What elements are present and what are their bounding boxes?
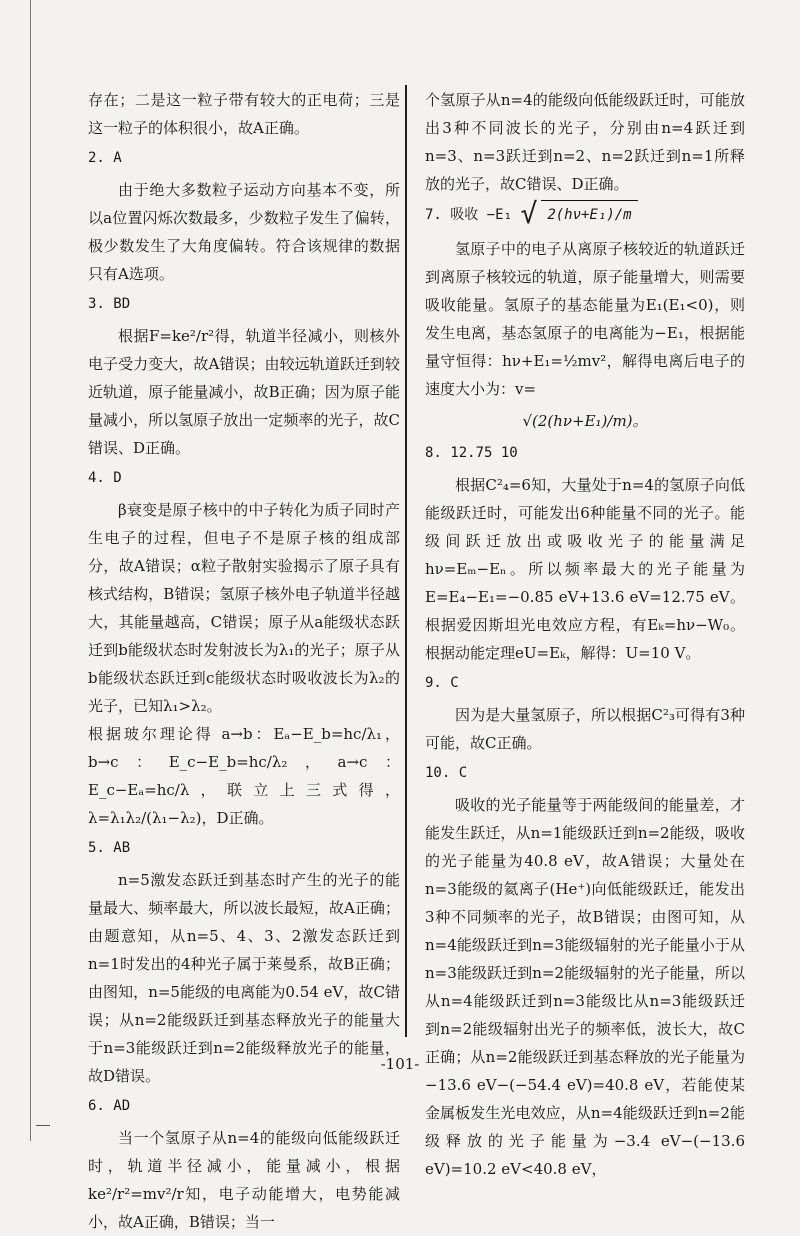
right-column [425,86,745,1183]
answer-4-heading: 4. D [88,470,122,486]
corner-mark [36,1125,50,1126]
answer-7-explanation: 氢原子中的电子从离原子核较近的轨道跃迁到离原子核较远的轨道，原子能量增大，则需要吸收能量。氢原子的基态能量为E₁(E₁<0)，则发生电离，基态氢原子的电离能为−E₁，根据能量守恒得：hν+E₁=½mv²，解得电离后电子的速度大小为：v= [425,240,745,398]
answer-10-heading: 10. C [425,765,468,781]
answer-4-explanation: β衰变是原子核中的中子转化为质子同时产生电子的过程，但电子不是原子核的组成部分，故A错误；α粒子散射实验揭示了原子具有核式结构，B错误；氢原子核外电子轨道半径越大，其能量越高，C错误；原子从a能级状态跃迁到b能级状态时发射波长为λ₁的光子；原子从b能级状态跃迁到c能级状态时吸收波长为λ₂的光子，已知λ₁>λ₂。 [88,501,400,715]
answer-7-sqrt-expression: 2(hν+E₁)/m [541,200,637,229]
page-margin-line [30,0,31,1141]
answer-7-heading [425,197,745,230]
answer-3-heading: 3. BD [88,296,131,312]
answer-6-heading: 6. AD [88,1098,131,1114]
sqrt-icon: √ [520,197,538,230]
answer-6-explanation: 当一个氢原子从n=4的能级向低能级跃迁时，轨道半径减小，能量减小，根据ke²/r²=mv²/r知，电子动能增大，电势能减小，故A正确，B错误；当一 [88,1129,400,1231]
answer-2-heading: 2. A [88,150,122,166]
column-divider [405,85,407,1037]
answer-8-heading: 8. 12.75 10 [425,445,518,461]
answer-7-final-formula: √(2(hν+E₁)/m)。 [522,412,648,430]
answer-7-label: 7. 吸收 −E₁ [425,207,513,223]
page-number: -101- [380,1055,420,1073]
answer-6-continuation: 个氢原子从n=4的能级向低能级跃迁时，可能放出3种不同波长的光子，分别由n=4跃迁到n=3、n=3跃迁到n=2、n=2跃迁到n=1所释放的光子，故C错误、D正确。 [425,91,745,193]
answer-4-derivation: 根据玻尔理论得 a→b：Eₐ−E_b=hc/λ₁，b→c：E_c−E_b=hc/λ₂，a→c：E_c−Eₐ=hc/λ，联立上三式得，λ=λ₁λ₂/(λ₁−λ₂)，D正确。 [88,725,400,827]
answer-3-explanation: 根据F=ke²/r²得，轨道半径减小，则核外电子受力变大，故A错误；由较远轨道跃迁到较近轨道，原子能量减小，故B正确；因为原子能量减小，所以氢原子放出一定频率的光子，故C错误、D正确。 [88,327,400,457]
answer-8-explanation: 根据C²₄=6知，大量处于n=4的氢原子向低能级跃迁时，可能发出6种能量不同的光子。能级间跃迁放出或吸收光子的能量满足hν=Eₘ−Eₙ。所以频率最大的光子能量为E=E₄−E₁=−0.85 eV+13.6 eV=12.75 eV。根据爱因斯坦光电效应方程，有Eₖ=hν−W₀。根据动能定理eU=Eₖ，解得：U=10 V。 [425,476,745,662]
answer-5-heading: 5. AB [88,840,131,856]
answer-2-explanation: 由于绝大多数粒子运动方向基本不变，所以a位置闪烁次数最多，少数粒子发生了偏转，极少数发生了大角度偏转。符合该规律的数据只有A选项。 [88,181,400,283]
intro-paragraph: 存在；二是这一粒子带有较大的正电荷；三是这一粒子的体积很小，故A正确。 [88,91,400,137]
answer-5-explanation: n=5激发态跃迁到基态时产生的光子的能量最大、频率最大，所以波长最短，故A正确；由题意知，从n=5、4、3、2激发态跃迁到n=1时发出的4种光子属于莱曼系，故B正确；由图知，n=5能级的电离能为0.54 eV，故C错误；从n=2能级跃迁到基态释放光子的能量大于n=3能级跃迁到n=2能级释放光子的能量，故D错误。 [88,871,400,1085]
answer-10-explanation: 吸收的光子能量等于两能级间的能量差，才能发生跃迁，从n=1能级跃迁到n=2能级，吸收的光子能量为40.8 eV，故A错误；大量处在n=3能级的氦离子(He⁺)向低能级跃迁，能发出3种不同频率的光子，故B错误；由图可知，从n=4能级跃迁到n=3能级辐射的光子能量小于从n=3能级跃迁到n=2能级辐射的光子能量，所以从n=4能级跃迁到n=3能级比从n=3能级跃迁到n=2能级辐射出光子的频率低，波长大，故C正确；从n=2能级跃迁到基态释放的光子能量为−13.6 eV−(−54.4 eV)=40.8 eV，若能使某金属板发生光电效应，从n=4能级跃迁到n=2能级释放的光子能量为−3.4 eV−(−13.6 eV)=10.2 eV<40.8 eV， [425,796,745,1178]
answer-9-explanation: 因为是大量氢原子，所以根据C²₃可得有3种可能，故C正确。 [425,706,745,752]
answer-9-heading: 9. C [425,675,459,691]
